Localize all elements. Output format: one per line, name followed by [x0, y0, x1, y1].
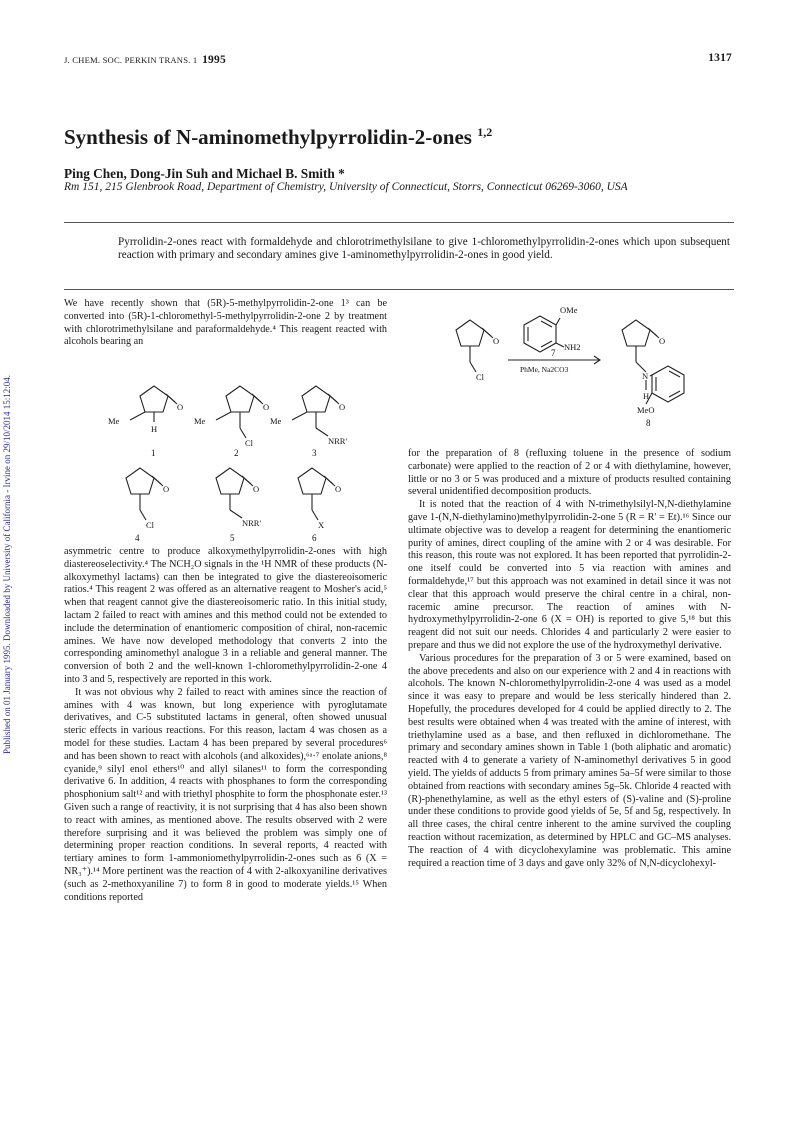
left-column-text-top: [64, 298, 387, 349]
ring-2: [226, 386, 254, 412]
nitrogen-label: N: [642, 371, 649, 381]
oxygen-label: O: [177, 402, 184, 412]
amine-label: NRR': [242, 518, 262, 528]
oxygen-label: O: [335, 484, 342, 494]
chlorine-label: Cl: [146, 520, 155, 530]
reagent-number: 7: [551, 348, 556, 358]
hydrogen-label: H: [643, 391, 650, 401]
paragraph: We have recently shown that (5R)-5-methylpyrrolidin-2-one 1³ can be converted into (5R)-1-chloromethyl-5-methylpyrrolidin-2-one 2 by treatment with chlorotrimethylsilane and paraformaldehyde.⁴ This reagent reacted with alcohols bearing an: [64, 298, 387, 348]
paragraph: Various procedures for the preparation of 3 or 5 were examined, based on the above precedents and also on our experience with 2 and 4 in reactions with alcohols. The known N-chloromethylpyrrolidin-2-one 4 was used as a model since it was easy to prepare and would be less sterically hindered than 2. Hopefully, the procedures developed for 4 could be applied directly to 2. The best results were obtained when 4 was treated with the amine of interest, with triethylamine used as a base, and then refluxed in dichloromethane. The primary and secondary amines shown in Table 1 (both aliphatic and aromatic) reacted with 4 to generate a variety of N-aminomethyl derivatives 5 in good yield. The yields of adducts 5 from primary amines 5a–5f were similar to those obtained from reactions with secondary amines 5g–5k. Chloride 4 reacted with (R)-phenethylamine, as well as the ethyl esters of (S)-valine and (S)-proline under these conditions to provide good yields of 5e, 5f and 5g, respectively. In all three cases, the chiral centre inherent to the amine survived the coupling reaction without racemization, as determined by HPLC and GC–MS analyses. The reaction of 4 with dicyclohexylamine was problematic. This amine required a reaction time of 3 days and gave only 32% of N,N-dicyclohexyl-: [408, 652, 731, 869]
amine-label: NRR': [328, 436, 348, 446]
oxygen-label: O: [263, 402, 270, 412]
author-list: Ping Chen, Dong-Jin Suh and Michael B. Smith *: [64, 166, 345, 181]
download-watermark: Published on 01 January 1995. Downloaded by University of California - Irvine on 29/10/2014 15:12:04.: [2, 375, 12, 755]
product-number: 8: [646, 418, 651, 428]
reaction-conditions: PhMe, Na2CO3: [520, 365, 569, 374]
left-column-text-bottom: [64, 546, 387, 904]
amino-label: NH2: [564, 342, 581, 352]
methyl-label: Me: [270, 416, 282, 426]
paragraph: It is noted that the reaction of 4 with N-trimethylsilyl-N,N-diethylamine gave 1-(N,N-diethylamino)methylpyrrolidin-2-one 5 (R = R' = Et).¹⁶ Since our ultimate objective was to develop a reagent for determining the enantiomeric purity of amines, direct coupling of the amine with 2 or 4 was desirable. For this reason, this route was not explored. It has been reported that pyrrolidin-2-one itself could be converted into 5 via reaction with amines and formaldehyde,¹⁷ but this approach was not examined in detail since it was not clear that this approach would preserve the chiral centre in a chiral, non-racemic amine precursor. The reaction of amines with N-hydroxymethylpyrrolidin-2-one 6 (X = OH) is reported to give 5,¹⁸ but this reagent did not suit our needs. Chlorides 4 and particularly 2 were easier to prepare and thus we did not explore the use of the hydroxymethyl derivative.: [408, 499, 731, 651]
ring-3: [302, 386, 330, 412]
page-number: 1317: [708, 52, 732, 64]
compound-structures-drawing: [80, 348, 380, 548]
abstract-top-rule: [64, 222, 734, 223]
paragraph: It was not obvious why 2 failed to react with amines since the reaction of amines with 4 was known, but long experience with pyroglutamate derivatives, and C-5 substituted lactams in general, often showed unusual steric effects in various reactions. For this reason, lactam 4 was chosen as a model for these studies. Lactam 4 has been prepared by several procedures⁶ and has been shown to react with alcohols (and alkoxides),⁶ᵃ·⁷ enolate anions,⁸ cyanide,⁹ silyl enol ethers¹⁰ and allyl silanes¹¹ to form the corresponding derivative 6. In addition, 4 reacts with phosphanes to form the corresponding phosphonium salt¹² and with triethyl phosphite to form the phosphonate ester.¹³ Given such a range of reactivity, it is not surprising that 4 has also been shown to react with amines, as mentioned above. The results observed with 2 were therefore surprising and it was believed the problem was simply one of determining proper reaction conditions. In several reports, 4 reacted with tertiary amines to form 1-ammoniomethylpyrrolidin-2-ones such as 6 (X = NR₃⁺).¹⁴ More pertinent was the reaction of 4 with 2-alkoxyaniline derivatives (such as 2-methoxyaniline 7) to form 8 in good to moderate yields.¹⁵ When conditions reported: [64, 686, 387, 903]
compound-number: 1: [151, 448, 156, 458]
compound-number: 2: [234, 448, 239, 458]
methyl-label: Me: [108, 416, 120, 426]
oxygen-label: O: [659, 336, 666, 346]
abstract-bottom-rule: [64, 289, 734, 290]
reaction-scheme: [410, 298, 732, 446]
paragraph: for the preparation of 8 (refluxing toluene in the presence of sodium carbonate) were applied to the reaction of 2 or 4 with diethylamine, however, little or no 3 or 5 was produced and a mixture of products resulted containing several unidentified decomposition products.: [408, 448, 731, 498]
methoxy-label: OMe: [560, 305, 578, 315]
reaction-scheme-drawing: [410, 298, 732, 446]
article-title: Synthesis of N-aminomethylpyrrolidin-2-ones $^{1,2}$: [64, 125, 493, 149]
substituent-x-label: X: [318, 520, 325, 530]
aniline-benzene-ring: [524, 316, 556, 352]
paragraph: asymmetric centre to produce alkoxymethylpyrrolidin-2-ones with high diastereoselectivity.⁴ The NCH₂O signals in the ¹H NMR of these products (N-alkoxymethyl lactams) can then be integrated to give the diastereoisomeric ratios.⁴ This reagent 2 was offered as an alternative reagent to Mosher's acid,⁵ when that reagent cannot give the diastereoisomeric ratio. In this initial study, lactam 2 failed to react with amines and this method could not be extended to include the determination of enantiomeric composition of chiral, non-racemic amines. We have now developed methodology that converts 2 into the corresponding aminomethyl analogue 3 in a reliable and general manner. The conversion of both 2 and the well-known 1-chloromethylpyrrolidin-2-one 4 into 3 and 5, respectively are reported in this work.: [64, 546, 387, 685]
product-ring: [622, 320, 650, 346]
hydrogen-label: H: [151, 424, 158, 434]
compound-number: 5: [230, 533, 235, 543]
ring-1: [140, 386, 168, 412]
compound-number: 3: [312, 448, 317, 458]
methoxy-label: MeO: [637, 405, 655, 415]
right-column-text: [408, 448, 731, 870]
ring-6: [298, 468, 326, 494]
author-affiliation: Rm 151, 215 Glenbrook Road, Department of Chemistry, University of Connecticut, Storrs, Connecticut 06269-3060, USA: [64, 181, 628, 193]
journal-year: 1995: [202, 54, 226, 66]
oxygen-label: O: [253, 484, 260, 494]
ring-4: [126, 468, 154, 494]
chlorine-label: Cl: [476, 372, 485, 382]
oxygen-label: O: [163, 484, 170, 494]
product-benzene-ring: [652, 366, 684, 402]
running-header: [64, 52, 732, 66]
ring-5: [216, 468, 244, 494]
chlorine-label: Cl: [245, 438, 254, 448]
title-references: 1,2: [477, 125, 493, 139]
oxygen-label: O: [493, 336, 500, 346]
journal-name: J. CHEM. SOC. PERKIN TRANS. 1 1995: [64, 54, 226, 66]
methyl-label: Me: [194, 416, 206, 426]
oxygen-label: O: [339, 402, 346, 412]
reactant-ring: [456, 320, 484, 346]
compound-structures: [80, 348, 380, 548]
abstract: Pyrrolidin-2-ones react with formaldehyde and chlorotrimethylsilane to give 1-chloromethylpyrrolidin-2-ones which upon subsequent reaction with primary and secondary amines give 1-aminomethylpyrrolidin-2-ones in good yield.: [118, 236, 730, 262]
compound-number: 4: [135, 533, 140, 543]
compound-number: 6: [312, 533, 317, 543]
